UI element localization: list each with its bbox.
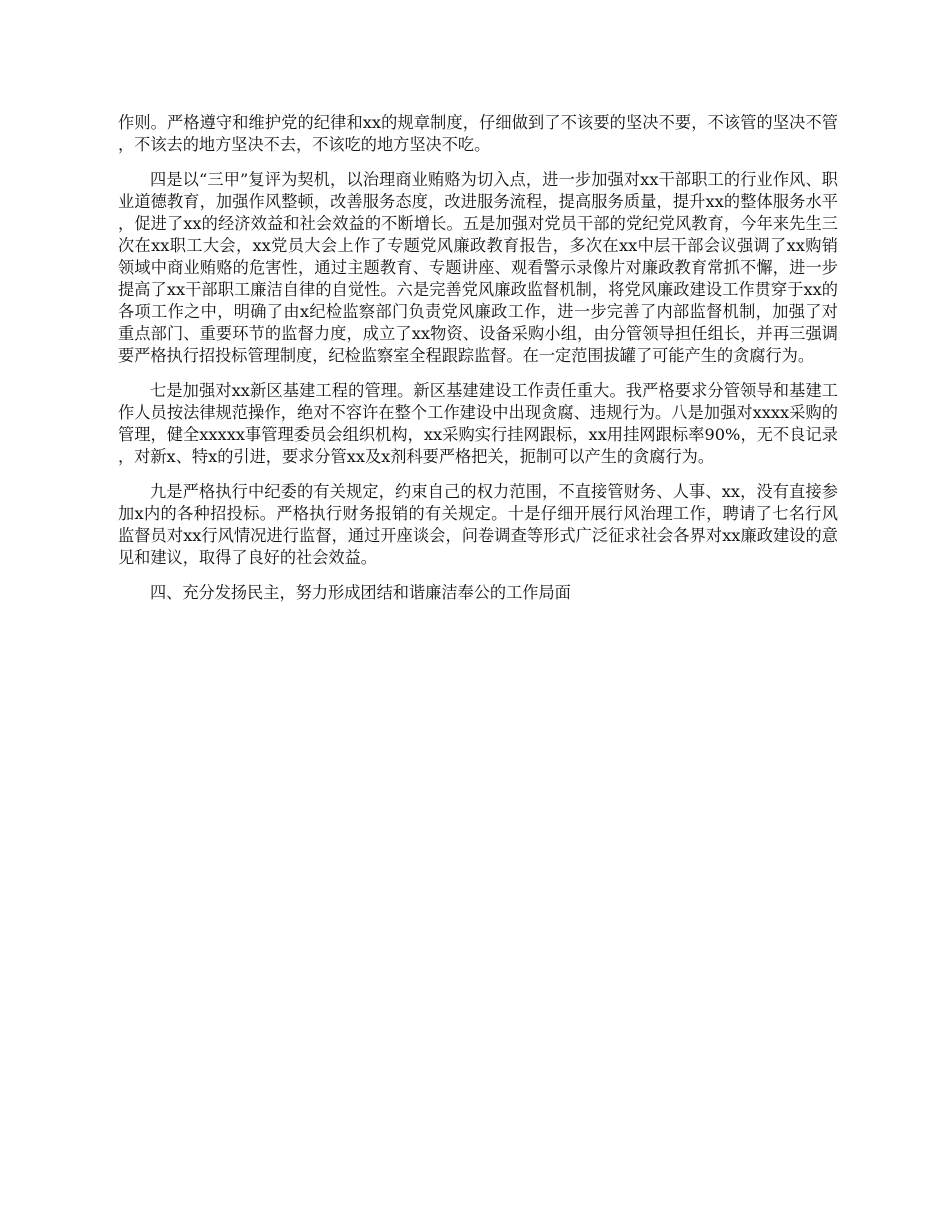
paragraph-3: 七是加强对xx新区基建工程的管理。新区基建建设工作责任重大。我严格要求分管领导和基建工作人员按法律规范操作，绝对不容许在整个工作建设中出现贪腐、违规行为。八是加强对xxxx采购的管理，健全xxxxx事管理委员会组织机构，xx采购实行挂网跟标，xx用挂网跟标率90%，无不良记录，对新x、特x的引进，要求分管xx及x剂科要严格把关，扼制可以产生的贪腐行为。 [118,381,838,466]
document-body [118,112,838,617]
paragraph-1: 作则。严格遵守和维护党的纪律和xx的规章制度，仔细做到了不该要的坚决不要，不该管的坚决不管，不该去的地方坚决不去，不该吃的地方坚决不吃。 [118,113,838,154]
section-heading: 四、充分发扬民主，努力形成团结和谐廉洁奉公的工作局面 [150,583,571,602]
paragraph-2: 四是以“三甲”复评为契机，以治理商业贿赂为切入点，进一步加强对xx干部职工的行业作风、职业道德教育，加强作风整顿，改善服务态度，改进服务流程，提高服务质量，提升xx的整体服务水平，促进了xx的经济效益和社会效益的不断增长。五是加强对党员干部的党纪党风教育，今年来先生三次在xx职工大会，xx党员大会上作了专题党风廉政教育报告，多次在xx中层干部会议强调了xx购销领域中商业贿赂的危害性，通过主题教育、专题讲座、观看警示录像片对廉政教育常抓不懈，进一步提高了xx干部职工廉洁自律的自觉性。六是完善党风廉政监督机制，将党风廉政建设工作贯穿于xx的各项工作之中，明确了由x纪检监察部门负责党风廉政工作，进一步完善了内部监督机制，加强了对重点部门、重要环节的监督力度，成立了xx物资、设备采购小组，由分管领导担任组长，并再三强调要严格执行招投标管理制度，纪检监察室全程跟踪监督。在一定范围拔罐了可能产生的贪腐行为。 [118,170,838,365]
paragraph-4: 九是严格执行中纪委的有关规定，约束自己的权力范围，不直接管财务、人事、xx，没有直接参加x内的各种招投标。严格执行财务报销的有关规定。十是仔细开展行风治理工作，聘请了七名行风监督员对xx行风情况进行监督，通过开座谈会，问卷调查等形式广泛征求社会各界对xx廉政建设的意见和建议，取得了良好的社会效益。 [118,482,838,567]
